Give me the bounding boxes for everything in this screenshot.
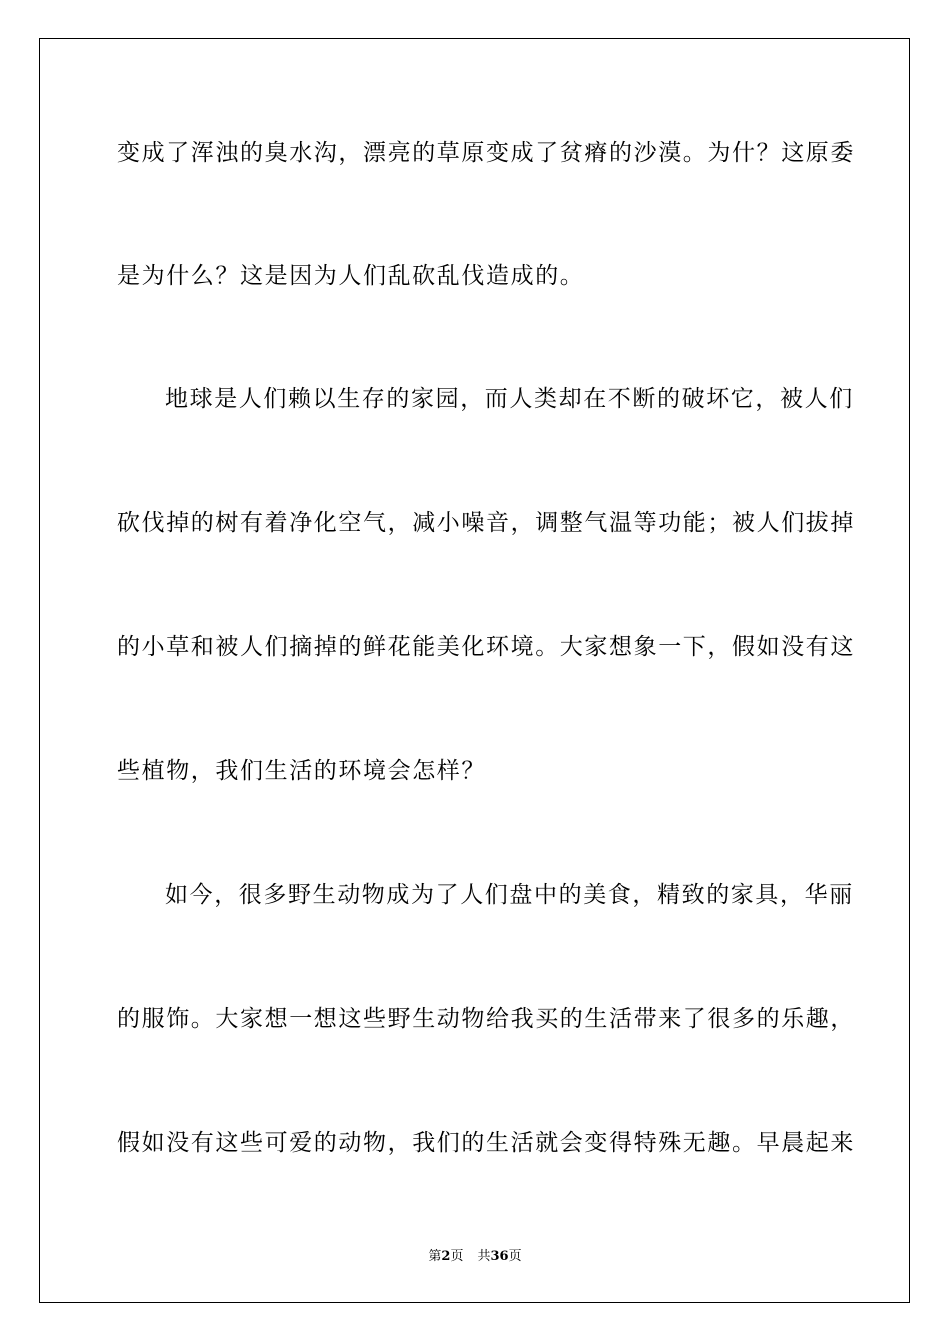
total-suffix: 页 bbox=[508, 1249, 522, 1264]
body-text-line-5: 的小草和被人们摘掉的鲜花能美化环境。大家想象一下，假如没有这 bbox=[117, 634, 855, 660]
page-border bbox=[39, 38, 910, 1303]
body-text-line-4: 砍伐掉的树有着净化空气，减小噪音，调整气温等功能；被人们拔掉 bbox=[117, 510, 855, 536]
body-text-line-1: 变成了浑浊的臭水沟，漂亮的草原变成了贫瘠的沙漠。为什？这原委 bbox=[117, 140, 855, 166]
page-footer bbox=[0, 1248, 950, 1266]
body-text-line-9: 假如没有这些可爱的动物，我们的生活就会变得特殊无趣。早晨起来 bbox=[117, 1130, 855, 1156]
body-text-line-6: 些植物，我们生活的环境会怎样？ bbox=[117, 758, 486, 784]
body-text-line-3: 地球是人们赖以生存的家园，而人类却在不断的破坏它，被人们 bbox=[165, 386, 854, 412]
total-prefix: 共 bbox=[477, 1249, 491, 1264]
body-text-line-8: 的服饰。大家想一想这些野生动物给我买的生活带来了很多的乐趣， bbox=[117, 1006, 855, 1032]
body-text-line-7: 如今，很多野生动物成为了人们盘中的美食，精致的家具，华丽 bbox=[165, 882, 854, 908]
page-suffix: 页 bbox=[450, 1249, 464, 1264]
body-text-line-2: 是为什么？这是因为人们乱砍乱伐造成的。 bbox=[117, 263, 585, 289]
page-prefix: 第 bbox=[428, 1249, 442, 1264]
page-number: 2 bbox=[441, 1249, 451, 1264]
total-pages: 36 bbox=[490, 1249, 509, 1264]
